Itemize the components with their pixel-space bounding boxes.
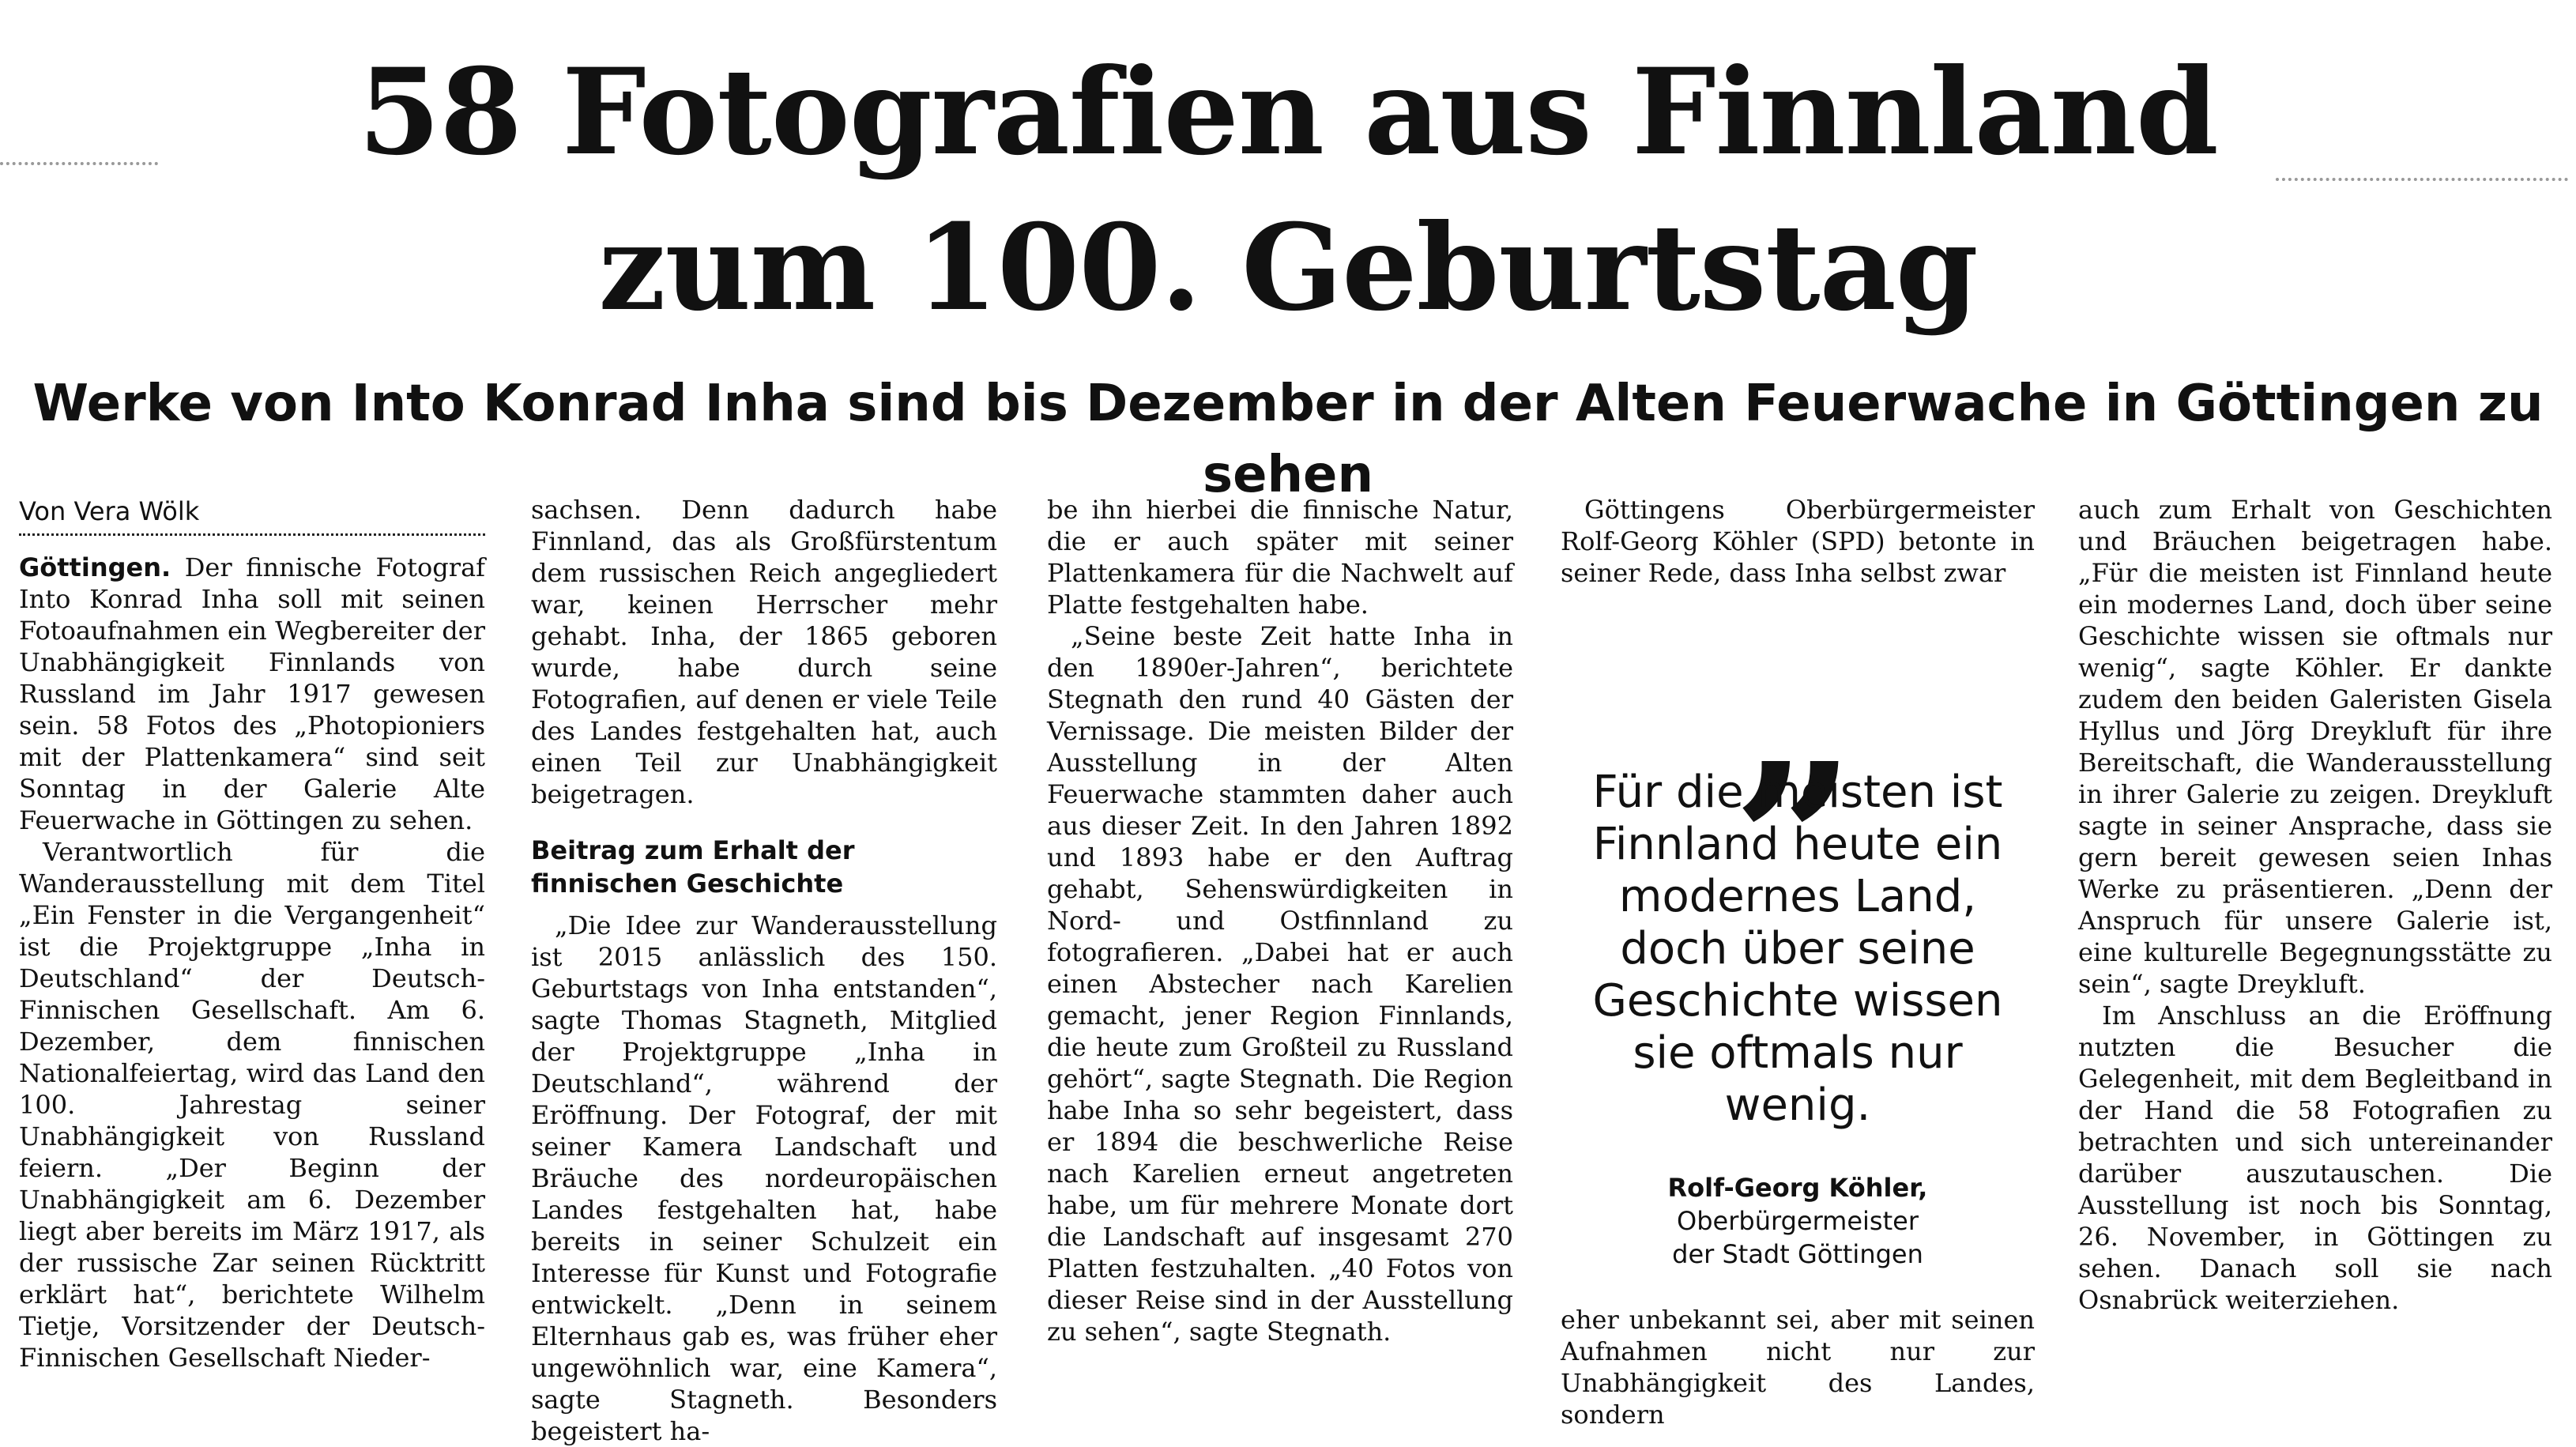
article-column-2 (531, 494, 997, 1447)
paragraph: auch zum Erhalt von Geschichten und Bräuchen beigetragen habe. „Für die meisten ist Finnland heute ein modernes Land, doch über seine Geschichte wissen sie oftmals nur wenig“, sagte Köhler. Er dankte zudem den beiden Galeristen Gisela Hyllus und Jörg Dreykluft für ihre Bereitschaft, die Wanderausstellung in ihrer Galerie zu zeigen. Dreykluft sagte in seiner Ansprache, dass sie gern bereit gewesen seien Inhas Werke zu präsentieren. „Denn der Anspruch für unsere Galerie ist, eine kulturelle Begegnungsstätte zu sein“, sagte Dreykluft. (2078, 495, 2552, 999)
pull-quote (1561, 593, 2035, 1272)
quote-text: Für die meisten ist Finnland heute ein modernes Land, doch über seine Geschichte wissen sie oftmals nur wenig. (1592, 767, 2003, 1131)
paragraph: „Seine beste Zeit hatte Inha in den 1890er-Jahren“, berichtete Stegnath den rund 40 Gästen der Vernissage. Die meisten Bilder der Ausstellung in der Alten Feuerwache stammten daher auch aus dieser Zeit. In den Jahren 1892 und 1893 habe er den Auftrag gehabt, Sehenswürdigkeiten in Nord- und Ostfinnland zu fotografieren. „Dabei hat er auch einen Abstecher nach Karelien gemacht, jener Region Finnlands, die heute zum Großteil zu Russland gehört“, sagte Stegnath. Die Region habe Inha so sehr begeistert, dass er 1894 die beschwerliche Reise nach Karelien erneut angetreten habe, um für mehrere Monate dort die Landschaft auf insgesamt 270 Platten festzuhalten. „40 Fotos von dieser Reise sind in der Ausstellung zu sehen“, sagte Stegnath. (1047, 621, 1513, 1347)
article-column-3 (1047, 494, 1513, 1347)
paragraph: „Die Idee zur Wanderausstellung ist 2015 anlässlich des 150. Geburtstags von Inha entstanden“, sagte Thomas Stagneth, Mitglied der Projektgruppe „Inha in Deutschland“, während der Eröffnung. Der Fotograf, der mit seiner Kamera Landschaft und Bräuche des nordeuropäischen Landes festgehalten hat, habe bereits in seiner Schulzeit ein Interesse für Kunst und Fotografie entwickelt. „Denn in seinem Elternhaus gab es, was früher eher ungewöhnlich war, eine Kamera“, sagte Stagneth. Besonders begeistert ha- (531, 910, 997, 1446)
article-column-4 (1561, 494, 2035, 589)
article-column-4-continued (1561, 1304, 2035, 1430)
article-column-5 (2078, 494, 2552, 1316)
headline-line-1: 58 Fotografien aus Finnland (358, 43, 2218, 182)
article-column-1 (19, 494, 485, 1374)
paragraph: sachsen. Denn dadurch habe Finnland, das als Großfürstentum dem russischen Reich angegliedert war, keinen Herrscher mehr gehabt. Inha, der 1865 geboren wurde, habe durch seine Fotografien, auf denen er viele Teile des Landes festgehalten hat, auch einen Teil zur Unabhängigkeit beigetragen. (531, 495, 997, 809)
quote-role: Oberbürgermeister der Stadt Göttingen (1672, 1206, 1923, 1269)
dateline: Göttingen. (19, 552, 171, 582)
quote-author: Rolf-Georg Köhler, (1667, 1173, 1928, 1203)
paragraph-text: Der finnische Fotograf Into Konrad Inha soll mit seinen Fotoaufnahmen ein Wegbereiter der Unabhängigkeit Finnlands von Russland im Jahr 1917 gewesen sein. 58 Fotos des „Photopioniers mit der Plattenkamera“ sind seit Sonntag in der Galerie Alte Feuerwache in Göttingen zu sehen. (19, 552, 485, 835)
paragraph: Göttingens Oberbürgermeister Rolf-Georg Köhler (SPD) betonte in seiner Rede, dass Inha selbst zwar (1561, 495, 2035, 588)
byline: Von Vera Wölk (19, 494, 485, 536)
subheadline: Werke von Into Konrad Inha sind bis Dezember in der Alten Feuerwache in Göttingen zu sehen (32, 375, 2544, 504)
section-subhead: Beitrag zum Erhalt der finnischen Geschichte (531, 835, 855, 899)
paragraph: eher unbekannt sei, aber mit seinen Aufnahmen nicht nur zur Unabhängigkeit des Landes, sondern (1561, 1305, 2035, 1430)
paragraph (19, 552, 485, 836)
paragraph: Im Anschluss an die Eröffnung nutzten die Besucher die Gelegenheit, mit dem Begleitband in der Hand die 58 Fotografien zu betrachten und sich untereinander darüber auszutauschen. Die Ausstellung ist noch bis Sonntag, 26. November, in Göttingen zu sehen. Danach soll sie nach Osnabrück weiterziehen. (2078, 1000, 2552, 1315)
headline-line-2: zum 100. Geburtstag (598, 198, 1978, 337)
quote-mark-icon: „ (1736, 593, 1859, 845)
paragraph: Verantwortlich für die Wanderausstellung mit dem Titel „Ein Fenster in die Vergangenheit“ ist die Projektgruppe „Inha in Deutschland“ der Deutsch-Finnischen Gesellschaft. Am 6. Dezember, dem finnischen Nationalfeiertag, wird das Land den 100. Jahrestag seiner Unabhängigkeit von Russland feiern. „Der Beginn der Unabhängigkeit am 6. Dezember liegt aber bereits im März 1917, als der russische Zar seinen Rücktritt erklärt hat“, berichtete Wilhelm Tietje, Vorsitzender der Deutsch-Finnischen Gesellschaft Nieder- (19, 837, 485, 1373)
paragraph: be ihn hierbei die finnische Natur, die er auch später mit seiner Plattenkamera für die Nachwelt auf Platte festgehalten habe. (1047, 495, 1513, 620)
